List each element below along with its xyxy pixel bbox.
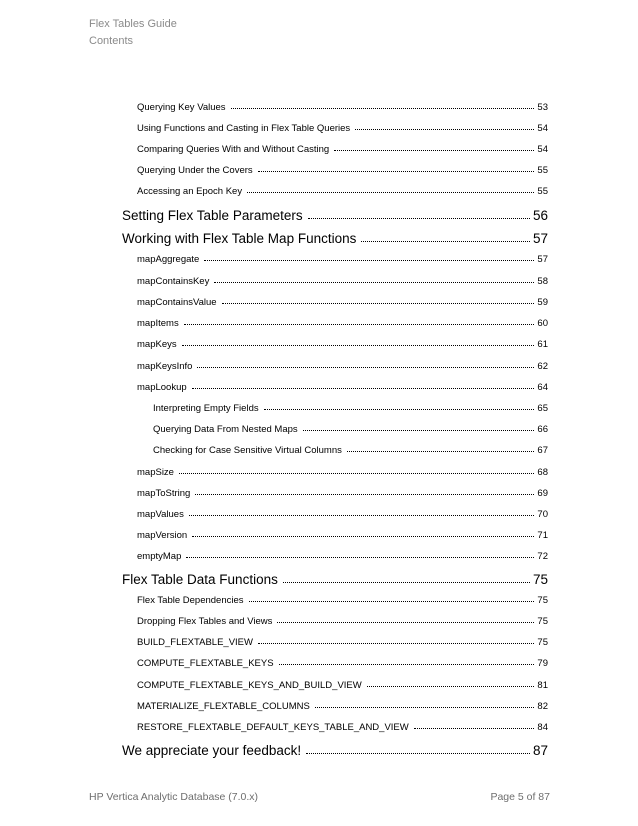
toc-entry-page-number: 57 xyxy=(532,231,548,246)
toc-entry[interactable] xyxy=(137,275,548,288)
toc-entry-label: Using Functions and Casting in Flex Table Queries xyxy=(137,123,351,134)
toc-dot-leader xyxy=(249,600,535,602)
toc-entry-label: Dropping Flex Tables and Views xyxy=(137,616,273,627)
toc-dot-leader xyxy=(277,621,534,623)
toc-dot-leader xyxy=(189,514,535,516)
toc-entry-label: Querying Key Values xyxy=(137,102,226,113)
toc-entry-label: Querying Under the Covers xyxy=(137,165,253,176)
toc-entry-page-number: 79 xyxy=(537,658,548,669)
footer-page-number: Page 5 of 87 xyxy=(490,791,550,803)
toc-entry[interactable] xyxy=(137,615,548,628)
toc-entry-page-number: 55 xyxy=(537,186,548,197)
toc-dot-leader xyxy=(367,685,535,687)
toc-entry-label: mapKeysInfo xyxy=(137,361,193,372)
toc-entry[interactable] xyxy=(137,253,548,266)
toc-entry[interactable] xyxy=(137,164,548,177)
toc-entry[interactable] xyxy=(137,550,548,563)
toc-entry[interactable] xyxy=(137,657,548,670)
toc-dot-leader xyxy=(192,387,535,389)
toc-entry-page-number: 61 xyxy=(537,339,548,350)
toc-entry[interactable] xyxy=(137,466,548,479)
toc-entry-label: mapKeys xyxy=(137,339,177,350)
toc-entry[interactable] xyxy=(137,594,548,607)
toc-entry-page-number: 54 xyxy=(537,123,548,134)
toc-entry-label: Interpreting Empty Fields xyxy=(153,403,259,414)
toc-entry-label: emptyMap xyxy=(137,551,182,562)
toc-entry-label: mapAggregate xyxy=(137,254,200,265)
toc-entry[interactable] xyxy=(122,742,548,760)
toc-entry-page-number: 75 xyxy=(537,595,548,606)
toc-entry[interactable] xyxy=(137,529,548,542)
toc-entry-label: mapItems xyxy=(137,318,179,329)
toc-entry-page-number: 54 xyxy=(537,144,548,155)
toc-dot-leader xyxy=(283,581,530,583)
toc-dot-leader xyxy=(179,472,534,474)
section-title: Contents xyxy=(89,35,134,47)
toc-entry[interactable] xyxy=(137,338,548,351)
toc-entry[interactable] xyxy=(122,571,548,589)
toc-entry-label: Accessing an Epoch Key xyxy=(137,186,243,197)
toc-entry-page-number: 58 xyxy=(537,276,548,287)
toc-entry[interactable] xyxy=(122,207,548,225)
toc-dot-leader xyxy=(334,149,534,151)
toc-entry-page-number: 87 xyxy=(532,743,548,758)
toc-entry-page-number: 53 xyxy=(537,102,548,113)
toc-dot-leader xyxy=(306,752,530,754)
toc-entry[interactable] xyxy=(137,636,548,649)
toc-entry-page-number: 66 xyxy=(537,424,548,435)
toc-dot-leader xyxy=(264,408,535,410)
toc-dot-leader xyxy=(414,727,535,729)
toc-entry[interactable] xyxy=(137,360,548,373)
toc-entry[interactable] xyxy=(137,143,548,156)
toc-entry-label: Flex Table Data Functions xyxy=(122,572,278,587)
toc-dot-leader xyxy=(247,191,534,193)
toc-entry[interactable] xyxy=(137,101,548,114)
toc-entry-page-number: 75 xyxy=(537,616,548,627)
toc-entry-page-number: 84 xyxy=(537,722,548,733)
toc-entry-label: mapContainsValue xyxy=(137,297,217,308)
toc-entry-page-number: 64 xyxy=(537,382,548,393)
toc-dot-leader xyxy=(197,366,534,368)
toc-dot-leader xyxy=(303,429,535,431)
toc-entry-page-number: 59 xyxy=(537,297,548,308)
toc-entry-page-number: 72 xyxy=(537,551,548,562)
toc-entry[interactable] xyxy=(137,700,548,713)
toc-entry[interactable] xyxy=(137,721,548,734)
toc-entry[interactable] xyxy=(137,381,548,394)
toc-entry-page-number: 56 xyxy=(532,208,548,223)
toc-entry-label: mapVersion xyxy=(137,530,188,541)
toc-entry-page-number: 60 xyxy=(537,318,548,329)
toc-dot-leader xyxy=(308,217,530,219)
toc-entry-label: Working with Flex Table Map Functions xyxy=(122,231,357,246)
toc-entry[interactable] xyxy=(153,402,548,415)
toc-entry-page-number: 75 xyxy=(537,637,548,648)
toc-entry-page-number: 69 xyxy=(537,488,548,499)
toc-entry[interactable] xyxy=(137,122,548,135)
toc-entry-label: Querying Data From Nested Maps xyxy=(153,424,298,435)
toc-entry[interactable] xyxy=(137,487,548,500)
toc-dot-leader xyxy=(222,302,535,304)
toc-entry-page-number: 67 xyxy=(537,445,548,456)
toc-entry[interactable] xyxy=(153,423,548,436)
toc-dot-leader xyxy=(258,170,535,172)
toc-dot-leader xyxy=(186,556,534,558)
toc-dot-leader xyxy=(279,663,535,665)
toc-entry[interactable] xyxy=(153,444,548,457)
toc-dot-leader xyxy=(195,493,534,495)
toc-entry[interactable] xyxy=(137,508,548,521)
toc-entry-page-number: 62 xyxy=(537,361,548,372)
toc-entry-label: MATERIALIZE_FLEXTABLE_COLUMNS xyxy=(137,701,310,712)
toc-entry[interactable] xyxy=(137,679,548,692)
toc-entry-page-number: 81 xyxy=(537,680,548,691)
toc-entry-page-number: 55 xyxy=(537,165,548,176)
toc-entry-label: mapSize xyxy=(137,467,174,478)
toc-entry-label: COMPUTE_FLEXTABLE_KEYS xyxy=(137,658,274,669)
toc-dot-leader xyxy=(192,535,534,537)
toc-dot-leader xyxy=(315,706,535,708)
toc-entry-label: mapValues xyxy=(137,509,184,520)
toc-dot-leader xyxy=(184,323,535,325)
toc-entry-page-number: 71 xyxy=(537,530,548,541)
toc-dot-leader xyxy=(182,344,535,346)
toc-entry-label: mapToString xyxy=(137,488,191,499)
toc-dot-leader xyxy=(258,642,534,644)
toc-entry-page-number: 57 xyxy=(537,254,548,265)
toc-entry-label: mapLookup xyxy=(137,382,187,393)
toc-entry[interactable] xyxy=(137,317,548,330)
toc-entry-label: Comparing Queries With and Without Casting xyxy=(137,144,330,155)
toc-entry-label: Setting Flex Table Parameters xyxy=(122,208,303,223)
toc-entry-label: Checking for Case Sensitive Virtual Columns xyxy=(153,445,342,456)
toc-dot-leader xyxy=(214,281,534,283)
toc-entry-label: RESTORE_FLEXTABLE_DEFAULT_KEYS_TABLE_AND_VIEW xyxy=(137,722,409,733)
toc-dot-leader xyxy=(231,107,535,109)
toc-entry-label: mapContainsKey xyxy=(137,276,210,287)
toc-dot-leader xyxy=(347,450,535,452)
toc-dot-leader xyxy=(355,128,534,130)
toc-dot-leader xyxy=(204,259,534,261)
toc-dot-leader xyxy=(361,240,530,242)
footer-product-name: HP Vertica Analytic Database (7.0.x) xyxy=(89,791,259,803)
toc-entry-label: COMPUTE_FLEXTABLE_KEYS_AND_BUILD_VIEW xyxy=(137,680,362,691)
toc-entry[interactable] xyxy=(122,230,548,248)
toc-entry-page-number: 68 xyxy=(537,467,548,478)
toc-entry[interactable] xyxy=(137,296,548,309)
toc-entry-page-number: 82 xyxy=(537,701,548,712)
toc-entry-page-number: 70 xyxy=(537,509,548,520)
document-title: Flex Tables Guide xyxy=(89,18,177,30)
toc-entry-label: BUILD_FLEXTABLE_VIEW xyxy=(137,637,253,648)
toc-entry-label: We appreciate your feedback! xyxy=(122,743,302,758)
toc-entry[interactable] xyxy=(137,185,548,198)
toc-entry-label: Flex Table Dependencies xyxy=(137,595,244,606)
toc-entry-page-number: 75 xyxy=(532,572,548,587)
toc-entry-page-number: 65 xyxy=(537,403,548,414)
